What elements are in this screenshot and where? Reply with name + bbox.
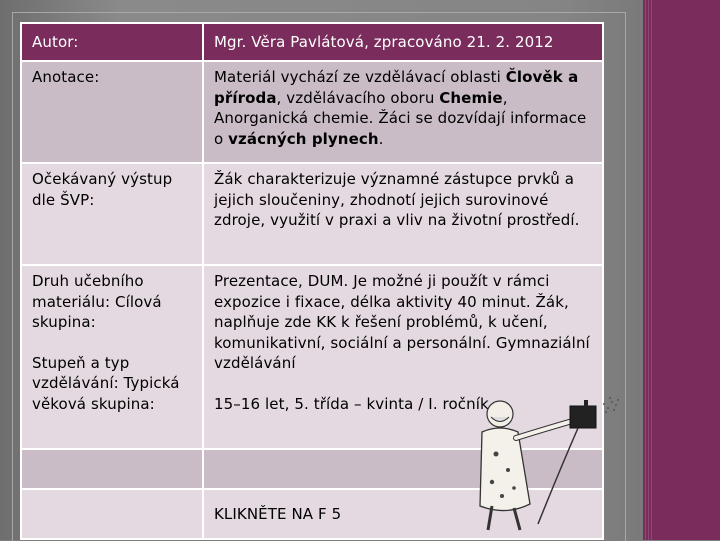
footer-label xyxy=(21,489,203,539)
start-presentation-hint[interactable]: KLIKNĚTE NA F 5 xyxy=(203,489,603,539)
author-label: Autor: xyxy=(21,23,203,61)
empty-label xyxy=(21,449,203,489)
annotation-row xyxy=(21,61,603,163)
annotation-text-2: , vzdělávacího oboru xyxy=(276,88,440,107)
annotation-bold-topic: vzácných plynech xyxy=(228,129,379,148)
annotation-label: Anotace: xyxy=(21,61,203,163)
author-value: Mgr. Věra Pavlátová, zpracováno 21. 2. 2012 xyxy=(203,23,603,61)
outcome-row xyxy=(21,163,603,265)
age-group-value: 15–16 let, 5. třída – kvinta / I. ročník xyxy=(214,394,489,413)
material-labels xyxy=(21,265,203,449)
material-type-label: Druh učebního materiálu: Cílová skupina: xyxy=(32,272,162,331)
annotation-text-1: Materiál vychází ze vzdělávací oblasti xyxy=(214,68,506,86)
annotation-value xyxy=(203,61,603,163)
annotation-text-4: . xyxy=(378,129,384,148)
annotation-bold-subject: Chemie xyxy=(439,88,503,107)
education-level-label: Stupeň a typ vzdělávání: Typická věková skupina: xyxy=(32,353,180,413)
spray-person-illustration xyxy=(458,384,628,534)
author-row xyxy=(21,23,603,61)
annotation-text-3: , Anorganická chemie. Žáci se dozvídají informace o xyxy=(214,88,587,148)
outcome-value: Žák charakterizuje významné zástupce prvků a jejich sloučeniny, zhodnotí jejich surovinové zdroje, využití v praxi a vliv na životní prostředí. xyxy=(203,163,603,265)
material-type-value: Prezentace, DUM. Je možné ji použít v rámci expozice i fixace, délka aktivity 40 minut. Žák, naplňuje zde KK k řešení problémů, k učení, komunikativní, sociální a personální. Gymnaziální vzdělávání xyxy=(214,272,590,372)
outcome-label: Očekávaný výstup dle ŠVP: xyxy=(21,163,203,265)
annotation-bold-area: Člověk a příroda xyxy=(214,68,579,107)
side-decoration-panel xyxy=(643,0,720,540)
